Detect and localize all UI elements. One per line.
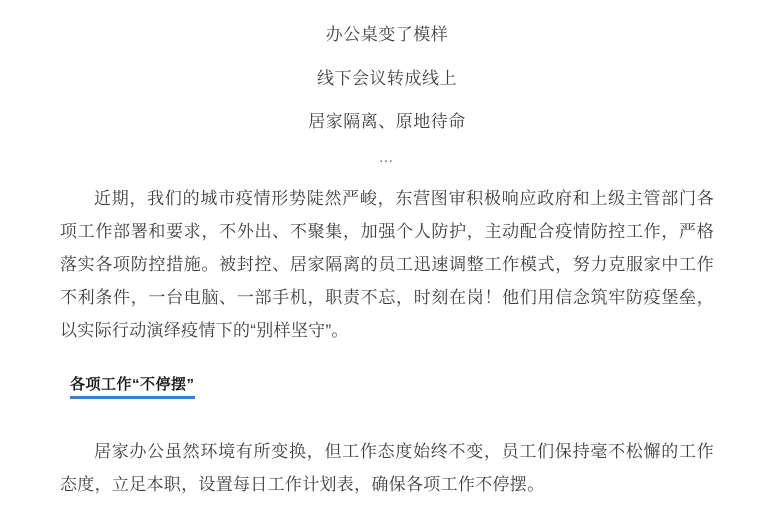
ellipsis-separator: … [378,148,396,166]
document-page [0,22,774,512]
intro-line-3: 居家隔离、原地待命 [308,112,466,131]
body-paragraph-1: 近期，我们的城市疫情形势陡然严峻，东营图审积极响应政府和上级主管部门各项工作部署和要求，不外出、不聚集，加强个人防护，主动配合疫情防控工作，严格落实各项防控措施。被封控、居家隔离的员工迅速调整工作模式，努力克服家中工作不利条件，一台电脑、一部手机，职责不忘，时刻在岗！他们用信念筑牢防疫堡垒，以实际行动演绎疫情下的“别样坚守”。 [60,188,714,341]
body-paragraph-2: 居家办公虽然环境有所变换，但工作态度始终不变，员工们保持毫不松懈的工作态度，立足本职，设置每日工作计划表，确保各项工作不停摆。 [60,442,714,495]
section-heading: 各项工作“不停摆” [70,373,195,399]
section-heading-wrapper [60,373,714,399]
intro-line-2: 线下会议转成线上 [317,68,457,88]
intro-line-1: 办公桌变了模样 [325,25,449,44]
